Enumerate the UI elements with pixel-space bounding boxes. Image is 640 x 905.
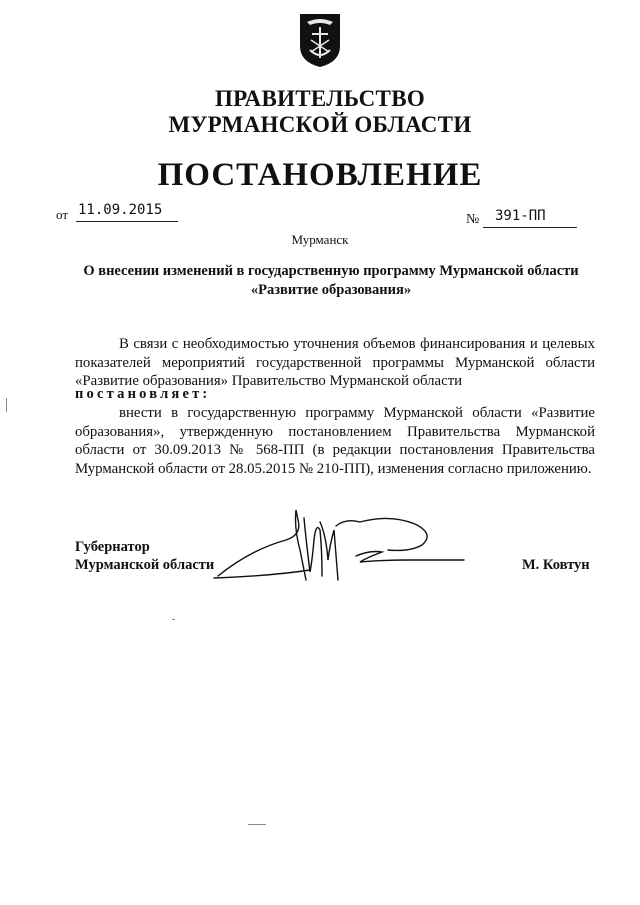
organization-name-line2: МУРМАНСКОЙ ОБЛАСТИ [168, 112, 472, 137]
signer-title-line2: Мурманской области [75, 557, 215, 573]
signer-name: М. Ковтун [522, 557, 590, 573]
date-prefix: от [56, 207, 69, 222]
document-type-title: ПОСТАНОВЛЕНИЕ [157, 157, 483, 193]
city-name: Мурманск [291, 232, 349, 247]
scan-mark [172, 619, 175, 620]
resolution-paragraph: внести в государственную программу Мурманской области «Развитие образования», утвержденную постановлением Правительства Мурманской области от 30.09.2013 № 568-ПП (в редакции постановления Правительства Мурманской области от 28.05.2015 № 210-ПП), изменения согласно приложению. [75, 405, 595, 477]
document-date: 11.09.2015 [76, 202, 178, 222]
subject-line2: «Развитие образования» [250, 282, 412, 298]
resolve-keyword: постановляет: [75, 386, 211, 402]
organization-name-line1: ПРАВИТЕЛЬСТВО [214, 86, 426, 111]
document-number: 391-ПП [483, 208, 577, 228]
preamble-paragraph: В связи с необходимостью уточнения объемов финансирования и целевых показателей мероприятий государственной программы Мурманской области «Развитие образования» Правительство Мурманской области [75, 336, 595, 389]
scan-mark [248, 824, 266, 825]
coat-of-arms-emblem [297, 12, 343, 68]
signer-title-line1: Губернатор [75, 539, 150, 555]
number-prefix: № [466, 212, 480, 227]
document-subject [66, 262, 596, 300]
subject-line1: О внесении изменений в государственную программу Мурманской области [83, 263, 579, 279]
scan-mark [6, 398, 7, 412]
handwritten-signature [210, 500, 470, 600]
